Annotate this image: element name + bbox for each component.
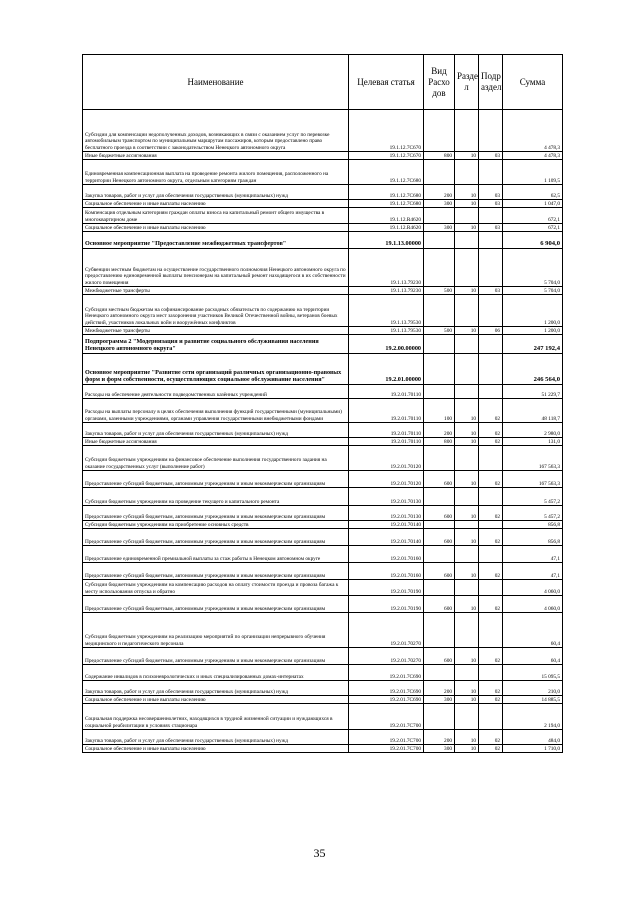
header-name: Наименование	[83, 55, 349, 110]
table-row	[83, 232, 563, 249]
row-name-cell: Предоставление субсидий бюджетным, автономным учреждениям и иным некоммерческим организациям	[83, 471, 349, 488]
row-code-cell: 19.2.01.00000	[349, 354, 424, 385]
row-type-cell: 600	[424, 596, 455, 613]
row-type-cell	[424, 208, 455, 224]
row-code-cell: 19.2.01.70160	[349, 546, 424, 563]
row-sum-cell: 47,1	[503, 546, 563, 563]
row-section-cell	[455, 580, 479, 596]
row-section-cell	[455, 613, 479, 648]
row-section-cell: 10	[455, 423, 479, 438]
row-code-cell: 19.1.13.00000	[349, 232, 424, 249]
row-name-cell: Субсидии для компенсации недополученных доходов, возникающих в связи с оказанием услуг по перевозке автомобильным транспортом по муниципальным маршрутам пассажиров, которым предоставлено право бесплатного проезда в соответствии с законодательством Ненецкого автономного округа	[83, 110, 349, 152]
row-subsection-cell: 03	[479, 185, 503, 200]
row-name-cell: Социальная поддержка несовершеннолетних, находящихся в трудной жизненной ситуации и нуждающихся в социальной реабилитации в условиях стационара	[83, 704, 349, 730]
row-sum-cell: 1 200,0	[503, 327, 563, 335]
row-code-cell: 19.2.01.70270	[349, 613, 424, 648]
row-code-cell: 19.2.01.7C690	[349, 665, 424, 681]
row-type-cell	[424, 295, 455, 327]
table-row	[83, 596, 563, 613]
row-name-cell: Социальное обеспечение и иные выплаты населению	[83, 745, 349, 753]
table-row	[83, 681, 563, 696]
row-sum-cell: 1 200,0	[503, 295, 563, 327]
header-subsection: Подр аздел	[479, 55, 503, 110]
row-subsection-cell: 02	[479, 596, 503, 613]
row-code-cell: 19.2.01.70130	[349, 506, 424, 521]
row-code-cell: 19.2.01.70270	[349, 648, 424, 665]
row-type-cell	[424, 110, 455, 152]
row-type-cell: 600	[424, 471, 455, 488]
row-subsection-cell: 02	[479, 438, 503, 446]
row-sum-cell: 2 194,0	[503, 704, 563, 730]
row-sum-cell: 247 192,4	[503, 335, 563, 354]
row-section-cell: 10	[455, 224, 479, 232]
header-type: Вид Расхо дов	[424, 55, 455, 110]
row-name-cell: Закупка товаров, работ и услуг для обеспечения государственных (муниципальных) нужд	[83, 185, 349, 200]
row-type-cell: 500	[424, 327, 455, 335]
row-section-cell	[455, 385, 479, 399]
row-code-cell: 19.2.01.7C690	[349, 681, 424, 696]
row-subsection-cell	[479, 546, 503, 563]
row-subsection-cell: 06	[479, 327, 503, 335]
row-section-cell	[455, 249, 479, 287]
table-row	[83, 488, 563, 506]
row-subsection-cell: 02	[479, 399, 503, 423]
table-row	[83, 521, 563, 529]
row-type-cell: 200	[424, 730, 455, 745]
row-name-cell: Иные бюджетные ассигнования	[83, 152, 349, 160]
row-code-cell: 19.2.01.70120	[349, 446, 424, 471]
table-row	[83, 745, 563, 753]
row-name-cell: Субсидии бюджетным учреждениям на реализацию мероприятий по организации непрерывного обучения медицинского и педагогического персонала	[83, 613, 349, 648]
row-sum-cell: 51 229,7	[503, 385, 563, 399]
table-row	[83, 200, 563, 208]
row-subsection-cell: 02	[479, 696, 503, 704]
row-sum-cell: 167 563,3	[503, 446, 563, 471]
row-sum-cell: 60,4	[503, 613, 563, 648]
row-type-cell	[424, 613, 455, 648]
row-name-cell: Основное мероприятие "Развитие сети организаций различных организационно-правовых форм и форм собственности, осуществляющих социальное обслуживание населения"	[83, 354, 349, 385]
row-code-cell: 19.1.12.7C680	[349, 185, 424, 200]
table-row	[83, 506, 563, 521]
row-name-cell: Субвенции местным бюджетам на осуществление государственного полномочия Ненецкого автономного округа по предоставлению единовременной выплаты пенсионерам на капитальный ремонт находящегося в их собственности жилого помещения	[83, 249, 349, 287]
row-name-cell: Предоставление субсидий бюджетным, автономным учреждениям и иным некоммерческим организациям	[83, 563, 349, 580]
table-row	[83, 249, 563, 287]
table-row	[83, 696, 563, 704]
table-row	[83, 335, 563, 354]
table-header-row	[83, 55, 563, 110]
row-section-cell: 10	[455, 696, 479, 704]
row-name-cell: Субсидии бюджетным учреждениям на финансовое обеспечение выполнения государственного задания на оказание государственных услуг (выполнение работ)	[83, 446, 349, 471]
row-sum-cell: 60,4	[503, 648, 563, 665]
row-subsection-cell	[479, 335, 503, 354]
row-code-cell: 19.2.01.70120	[349, 471, 424, 488]
row-subsection-cell	[479, 295, 503, 327]
row-section-cell: 10	[455, 506, 479, 521]
row-sum-cell: 4 478,3	[503, 152, 563, 160]
row-code-cell: 19.1.12.7C670	[349, 152, 424, 160]
row-sum-cell: 4 060,0	[503, 596, 563, 613]
row-subsection-cell	[479, 704, 503, 730]
row-code-cell: 19.2.01.7C700	[349, 745, 424, 753]
row-section-cell	[455, 110, 479, 152]
row-section-cell	[455, 208, 479, 224]
row-sum-cell: 5 704,0	[503, 249, 563, 287]
row-section-cell: 10	[455, 327, 479, 335]
table-row	[83, 287, 563, 295]
row-type-cell: 500	[424, 287, 455, 295]
row-subsection-cell	[479, 354, 503, 385]
row-section-cell: 10	[455, 596, 479, 613]
row-subsection-cell: 03	[479, 152, 503, 160]
row-code-cell: 19.2.01.70140	[349, 521, 424, 529]
table-row	[83, 613, 563, 648]
row-sum-cell: 15 095,5	[503, 665, 563, 681]
row-type-cell	[424, 580, 455, 596]
row-name-cell: Компенсация отдельным категориям граждан оплаты взноса на капитальный ремонт общего имущества в многоквартирном доме	[83, 208, 349, 224]
row-section-cell: 10	[455, 563, 479, 580]
row-name-cell: Содержание инвалидов в психоневрологических и иных специализированных домах-интернатах	[83, 665, 349, 681]
row-sum-cell: 5 457,2	[503, 506, 563, 521]
row-name-cell: Закупка товаров, работ и услуг для обеспечения государственных (муниципальных) нужд	[83, 423, 349, 438]
row-subsection-cell	[479, 160, 503, 185]
row-sum-cell: 672,1	[503, 224, 563, 232]
row-subsection-cell: 03	[479, 200, 503, 208]
row-type-cell	[424, 249, 455, 287]
row-code-cell: 19.2.01.70190	[349, 596, 424, 613]
row-type-cell: 600	[424, 563, 455, 580]
row-subsection-cell: 02	[479, 506, 503, 521]
row-section-cell	[455, 335, 479, 354]
row-name-cell: Подпрограмма 2 "Модернизация и развитие социального обслуживания населения Ненецкого автономного округа"	[83, 335, 349, 354]
row-type-cell: 600	[424, 506, 455, 521]
row-type-cell	[424, 160, 455, 185]
row-code-cell: 19.2.00.00000	[349, 335, 424, 354]
row-subsection-cell	[479, 249, 503, 287]
row-section-cell: 10	[455, 200, 479, 208]
table-row	[83, 295, 563, 327]
row-sum-cell: 856,8	[503, 529, 563, 546]
row-type-cell: 600	[424, 648, 455, 665]
table-row	[83, 354, 563, 385]
row-sum-cell: 246 564,0	[503, 354, 563, 385]
row-name-cell: Социальное обеспечение и иные выплаты населению	[83, 696, 349, 704]
row-code-cell: 19.1.13.79230	[349, 287, 424, 295]
row-code-cell: 19.2.01.70110	[349, 438, 424, 446]
row-sum-cell: 1 710,0	[503, 745, 563, 753]
row-type-cell: 300	[424, 745, 455, 753]
row-sum-cell: 484,0	[503, 730, 563, 745]
table-row	[83, 446, 563, 471]
row-subsection-cell	[479, 385, 503, 399]
row-sum-cell: 4 060,0	[503, 580, 563, 596]
row-subsection-cell	[479, 446, 503, 471]
row-sum-cell: 48 118,7	[503, 399, 563, 423]
table-row	[83, 529, 563, 546]
row-code-cell: 19.2.01.70140	[349, 529, 424, 546]
row-code-cell: 19.2.01.70130	[349, 488, 424, 506]
row-sum-cell: 5 704,0	[503, 287, 563, 295]
table-row	[83, 704, 563, 730]
row-sum-cell: 167 563,3	[503, 471, 563, 488]
row-name-cell: Предоставление субсидий бюджетным, автономным учреждениям и иным некоммерческим организациям	[83, 648, 349, 665]
row-code-cell: 19.1.12.R4620	[349, 208, 424, 224]
row-section-cell: 10	[455, 648, 479, 665]
row-section-cell	[455, 546, 479, 563]
row-subsection-cell	[479, 110, 503, 152]
table-row	[83, 385, 563, 399]
row-type-cell	[424, 335, 455, 354]
row-subsection-cell: 02	[479, 423, 503, 438]
row-subsection-cell	[479, 208, 503, 224]
row-code-cell: 19.2.01.7C700	[349, 730, 424, 745]
row-section-cell	[455, 488, 479, 506]
row-sum-cell: 210,0	[503, 681, 563, 696]
row-code-cell: 19.2.01.70190	[349, 580, 424, 596]
row-name-cell: Закупка товаров, работ и услуг для обеспечения государственных (муниципальных) нужд	[83, 730, 349, 745]
row-type-cell: 800	[424, 438, 455, 446]
row-code-cell: 19.2.01.70110	[349, 385, 424, 399]
row-section-cell: 10	[455, 745, 479, 753]
table-row	[83, 563, 563, 580]
row-subsection-cell: 03	[479, 287, 503, 295]
row-code-cell: 19.2.01.7C690	[349, 696, 424, 704]
row-section-cell: 10	[455, 529, 479, 546]
row-subsection-cell: 02	[479, 730, 503, 745]
table-row	[83, 580, 563, 596]
row-code-cell: 19.1.12.7C670	[349, 110, 424, 152]
row-name-cell: Субсидии бюджетным учреждениям на приобретение основных средств	[83, 521, 349, 529]
table-row	[83, 224, 563, 232]
row-name-cell: Единовременная компенсационная выплата на проведение ремонта жилого помещения, расположенного на территории Ненецкого автономного округа, отдельным категориям граждан	[83, 160, 349, 185]
row-section-cell: 10	[455, 399, 479, 423]
row-sum-cell: 1 047,0	[503, 200, 563, 208]
row-name-cell: Предоставление единовременной премиальной выплаты за стаж работы в Ненецком автономном округе	[83, 546, 349, 563]
row-type-cell: 200	[424, 423, 455, 438]
row-code-cell: 19.2.01.70160	[349, 563, 424, 580]
row-type-cell	[424, 704, 455, 730]
row-subsection-cell: 02	[479, 563, 503, 580]
row-section-cell: 10	[455, 152, 479, 160]
row-section-cell	[455, 232, 479, 249]
row-code-cell: 19.1.13.79530	[349, 327, 424, 335]
row-section-cell	[455, 354, 479, 385]
row-section-cell: 10	[455, 471, 479, 488]
row-name-cell: Субсидии бюджетным учреждениям на проведение текущего и капитального ремонта	[83, 488, 349, 506]
row-sum-cell: 6 904,0	[503, 232, 563, 249]
table-row	[83, 185, 563, 200]
row-name-cell: Иные бюджетные ассигнования	[83, 438, 349, 446]
row-subsection-cell	[479, 488, 503, 506]
row-type-cell	[424, 546, 455, 563]
row-name-cell: Межбюджетные трансферты	[83, 327, 349, 335]
row-type-cell	[424, 354, 455, 385]
row-type-cell: 300	[424, 224, 455, 232]
row-name-cell: Предоставление субсидий бюджетным, автономным учреждениям и иным некоммерческим организациям	[83, 596, 349, 613]
row-sum-cell: 47,1	[503, 563, 563, 580]
row-subsection-cell	[479, 613, 503, 648]
row-name-cell: Субсидии бюджетным учреждениям на компенсацию расходов на оплату стоимости проезда и провоза багажа к месту использования отпуска и обратно	[83, 580, 349, 596]
row-name-cell: Социальное обеспечение и иные выплаты населению	[83, 200, 349, 208]
table-row	[83, 399, 563, 423]
row-type-cell: 200	[424, 185, 455, 200]
row-sum-cell: 14 885,5	[503, 696, 563, 704]
row-type-cell: 300	[424, 200, 455, 208]
table-row	[83, 423, 563, 438]
row-name-cell: Межбюджетные трансферты	[83, 287, 349, 295]
row-subsection-cell	[479, 232, 503, 249]
row-sum-cell: 2 980,0	[503, 423, 563, 438]
table-row	[83, 160, 563, 185]
budget-table	[82, 54, 563, 753]
row-section-cell: 10	[455, 287, 479, 295]
row-code-cell: 19.2.01.70110	[349, 399, 424, 423]
row-sum-cell: 856,8	[503, 521, 563, 529]
row-section-cell: 10	[455, 185, 479, 200]
row-code-cell: 19.1.13.79230	[349, 249, 424, 287]
header-sum: Сумма	[503, 55, 563, 110]
row-type-cell: 600	[424, 529, 455, 546]
table-row	[83, 665, 563, 681]
row-sum-cell: 131,0	[503, 438, 563, 446]
row-sum-cell: 1 109,5	[503, 160, 563, 185]
row-type-cell: 800	[424, 152, 455, 160]
row-type-cell: 200	[424, 681, 455, 696]
table-row	[83, 152, 563, 160]
row-section-cell	[455, 665, 479, 681]
row-name-cell: Предоставление субсидий бюджетным, автономным учреждениям и иным некоммерческим организациям	[83, 506, 349, 521]
row-sum-cell: 4 478,3	[503, 110, 563, 152]
row-name-cell: Закупка товаров, работ и услуг для обеспечения государственных (муниципальных) нужд	[83, 681, 349, 696]
row-section-cell: 10	[455, 438, 479, 446]
row-section-cell	[455, 521, 479, 529]
row-subsection-cell: 02	[479, 471, 503, 488]
table-row	[83, 438, 563, 446]
row-name-cell: Основное мероприятие "Предоставление межбюджетных трансфертов"	[83, 232, 349, 249]
header-code: Целевая статья	[349, 55, 424, 110]
row-type-cell	[424, 488, 455, 506]
row-code-cell: 19.1.13.79530	[349, 295, 424, 327]
row-code-cell: 19.1.12.R4620	[349, 224, 424, 232]
table-row	[83, 110, 563, 152]
row-section-cell	[455, 704, 479, 730]
row-subsection-cell	[479, 665, 503, 681]
row-code-cell: 19.2.01.7C700	[349, 704, 424, 730]
table-row	[83, 471, 563, 488]
table-row	[83, 648, 563, 665]
row-subsection-cell: 03	[479, 224, 503, 232]
page-number: 35	[313, 846, 326, 860]
table-row	[83, 546, 563, 563]
row-type-cell	[424, 665, 455, 681]
header-section: Разде л	[455, 55, 479, 110]
row-type-cell: 100	[424, 399, 455, 423]
row-type-cell: 300	[424, 696, 455, 704]
row-section-cell	[455, 446, 479, 471]
row-type-cell	[424, 446, 455, 471]
row-section-cell	[455, 160, 479, 185]
row-subsection-cell	[479, 521, 503, 529]
row-section-cell: 10	[455, 730, 479, 745]
table-body	[83, 110, 563, 753]
row-subsection-cell	[479, 580, 503, 596]
row-code-cell: 19.1.12.7C680	[349, 200, 424, 208]
row-name-cell: Предоставление субсидий бюджетным, автономным учреждениям и иным некоммерческим организациям	[83, 529, 349, 546]
row-code-cell: 19.2.01.70110	[349, 423, 424, 438]
table-row	[83, 208, 563, 224]
table-row	[83, 730, 563, 745]
row-type-cell	[424, 385, 455, 399]
row-name-cell: Субсидии местным бюджетам на софинансирование расходных обязательств по содержанию на территории Ненецкого автономного округа мест захоронения участников Великой Отечественной войны, ветеранов боевых действий, участников локальных войн и вооружённых конфликтов	[83, 295, 349, 327]
row-code-cell: 19.1.12.7C680	[349, 160, 424, 185]
row-section-cell: 10	[455, 681, 479, 696]
row-name-cell: Расходы на обеспечение деятельности подведомственных казённых учреждений	[83, 385, 349, 399]
row-type-cell	[424, 232, 455, 249]
row-sum-cell: 5 457,2	[503, 488, 563, 506]
row-subsection-cell: 02	[479, 681, 503, 696]
row-sum-cell: 672,1	[503, 208, 563, 224]
row-subsection-cell: 02	[479, 648, 503, 665]
row-name-cell: Социальное обеспечение и иные выплаты населению	[83, 224, 349, 232]
row-subsection-cell: 02	[479, 529, 503, 546]
row-subsection-cell: 02	[479, 745, 503, 753]
row-name-cell: Расходы на выплаты персоналу в целях обеспечения выполнения функций государственными (муниципальными) органами, казенными учреждениями, органами управления государственными внебюджетными фондами	[83, 399, 349, 423]
row-sum-cell: 62,5	[503, 185, 563, 200]
table-row	[83, 327, 563, 335]
row-section-cell	[455, 295, 479, 327]
row-type-cell	[424, 521, 455, 529]
